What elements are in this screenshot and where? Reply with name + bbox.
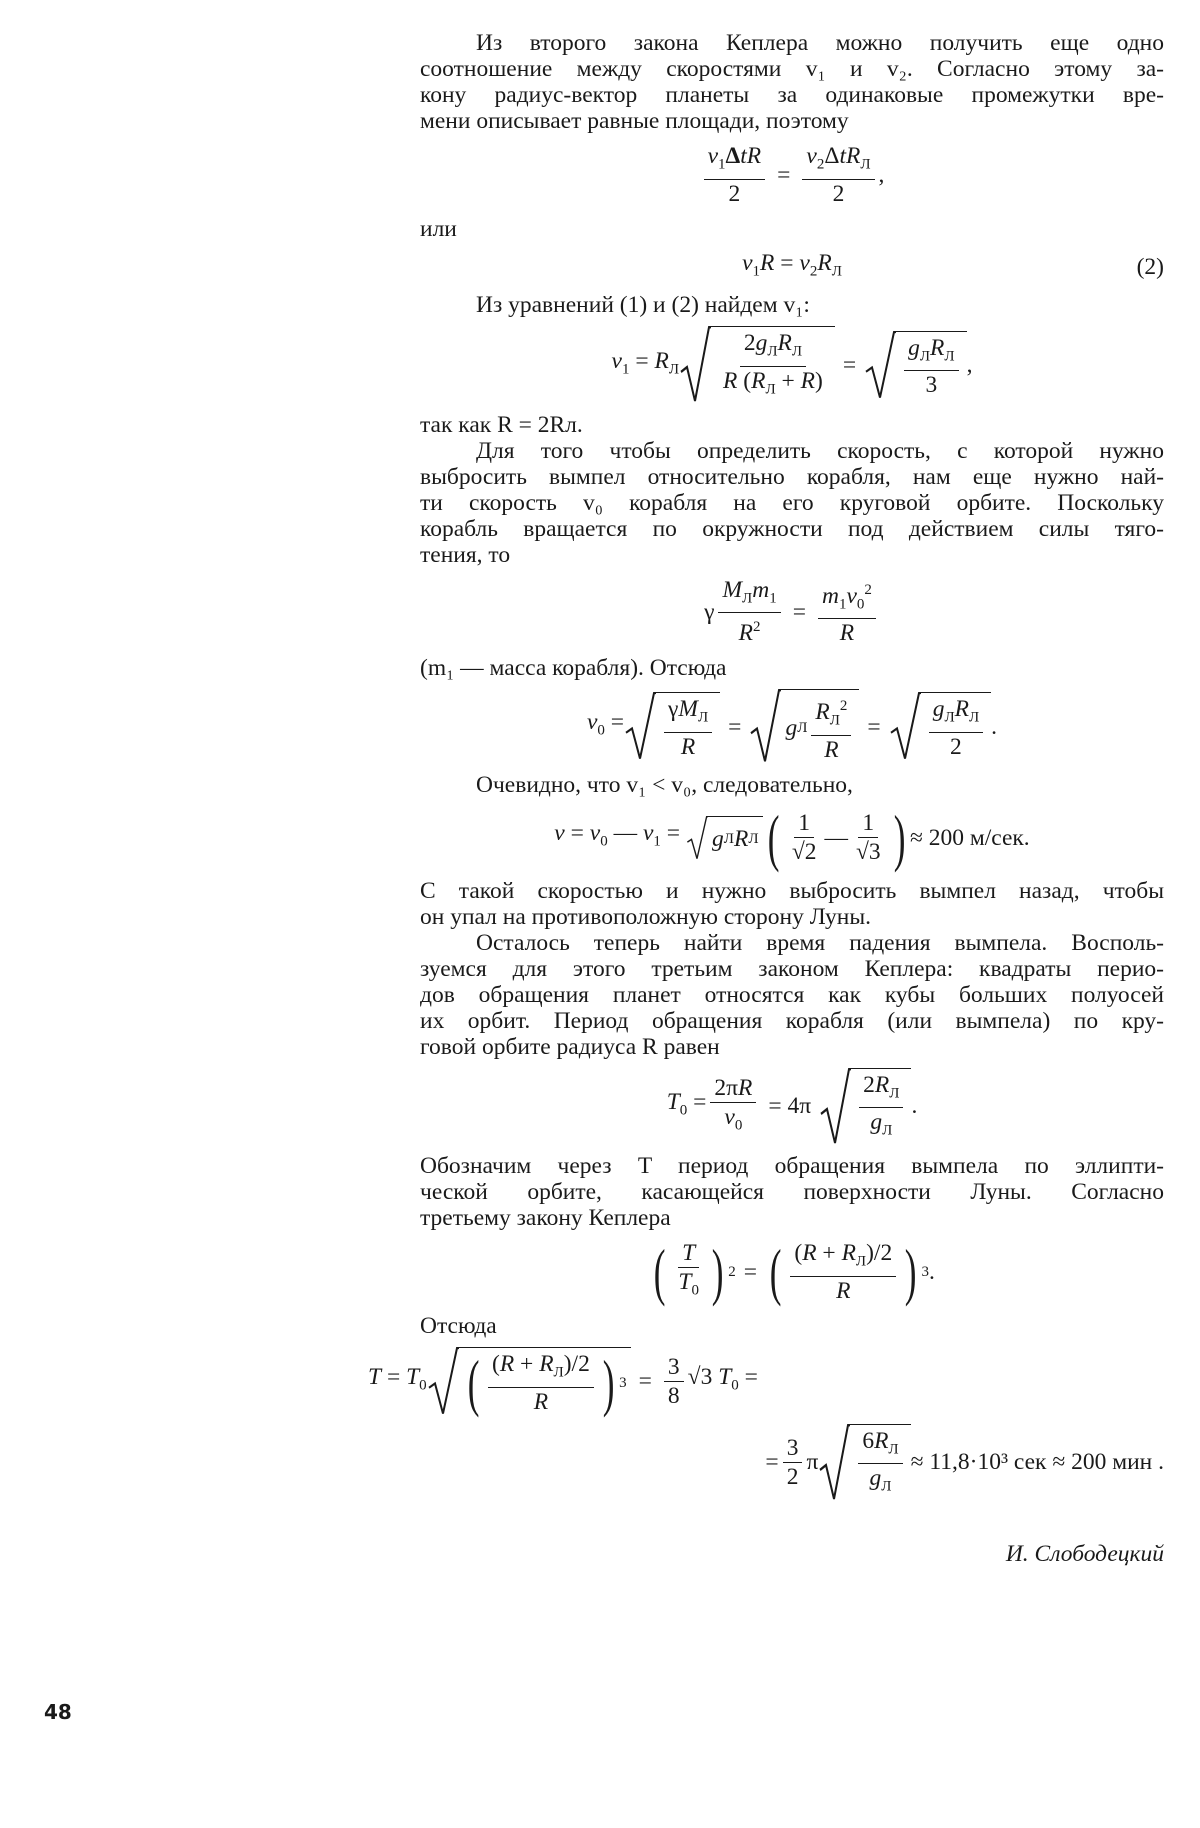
page-number: 48 (44, 1700, 72, 1724)
equation-number: (2) (1136, 254, 1164, 281)
text-line: С такой скоростью и нужно выбросить вымпел назад, чтобы (420, 877, 1164, 904)
v-result: ≈ 200 м/сек. (909, 824, 1030, 851)
text-line: Из второго закона Кеплера можно получить еще одно (476, 30, 1164, 56)
text-line: ти скорость v₀ корабля на его круговой орбите. Поскольку (420, 489, 1164, 516)
paragraph-kepler-second-law (420, 30, 1164, 134)
equation-kepler-third: ( T $T_0$ ) 2 = ( $(R + R_Л)/2$ R ) 3 . (653, 1236, 935, 1307)
article-body (368, 30, 1164, 1567)
text-line: говой орбите радиуса R равен (420, 1033, 720, 1060)
text-line: Для того чтобы определить скорость, с которой нужно (476, 437, 1164, 464)
text-line: кону радиус-вектор планеты за одинаковые промежутки вре- (420, 82, 1164, 108)
equation-v1: $v_1 = R_Л$ $2g_ЛR_Л$ R $(R_Л + R)$ = $g_ЛR_Л$ 3 , (420, 326, 1164, 403)
paragraph-find-v1: Из уравнений (1) и (2) найдем v₁: (476, 292, 810, 319)
paragraph-obviously: Очевидно, что v₁ < v₀, следовательно, (476, 771, 853, 798)
radical: $g_ЛR_Л$ 2 (889, 692, 991, 761)
radical: ( $(R + R_Л)/2$ R ) 3 (427, 1347, 631, 1416)
equation-v: $v = v_0$ — $v_1$ = g Л R Л ( 1 √2 — 1 √3 ) ≈ 200 м/сек. (554, 801, 1030, 873)
paragraph-denote-t (420, 1153, 1164, 1231)
text-line: мени описывает равные площади, поэтому (420, 108, 849, 134)
radical: $2R_Л$ $g_Л$ (819, 1068, 911, 1145)
text-line: тения, то (420, 541, 511, 568)
text-otsyuda: Отсюда (420, 1312, 497, 1339)
radical: g Л R Л (686, 816, 762, 860)
text-line: Осталось теперь найти время падения вымпела. Восполь- (476, 929, 1164, 956)
equation-t-result: = $\frac{3}{2}$ π $6R_Л$ $g_Л$ ≈ 11,8·10³ сек ≈ 200 мин . (420, 1424, 1164, 1501)
text-line: их орбит. Период обращения корабля (или вымпела) по кру- (420, 1007, 1164, 1034)
equation-gravity: γ $M_Лm_1$ $R^2$ = $\frac{m_1v_0^2}{R}$ (420, 576, 1164, 648)
radical: $\gamma M_Л$ R (624, 692, 720, 761)
author-signature: И. Слободецкий (1005, 1540, 1164, 1567)
text-line: соотношение между скоростями v₁ и v₂. Согласно этому за- (420, 56, 1164, 82)
radical: $6R_Л$ $g_Л$ (818, 1424, 910, 1501)
equation-t: $T = T_0$ ( $(R + R_Л)/2$ R ) 3 = $\frac{3}{8}$ √3 $T_0$ = (368, 1346, 758, 1418)
radical: $2g_ЛR_Л$ R $(R_Л + R)$ (679, 326, 835, 403)
text-line: он упал на противоположную сторону Луны. (420, 903, 872, 930)
text-line: выбросить вымпел относительно корабля, нам еще нужно най- (420, 463, 1164, 490)
paragraph-ship-mass: (m₁ — масса корабля). Отсюда (420, 655, 727, 682)
text-ili: или (420, 215, 457, 242)
text-line: Обозначим через T период обращения вымпела по эллипти- (420, 1153, 1164, 1180)
text-line: дов обращения планет относятся как кубы больших полуосей (420, 981, 1164, 1008)
text-line: зуемся для этого третьим законом Кеплера: квадраты перио- (420, 955, 1164, 982)
equation-2: $v_1R = v_2R_Л$ (2) (742, 249, 1164, 281)
equation-t0: $T_0$ = $\frac{2\pi R}{v_0}$ = 4π $2R_Л$ $g_Л$ . (420, 1068, 1164, 1145)
radical: $g_ЛR_Л$ 3 (864, 331, 966, 400)
text-line: ческой орбите, касающейся поверхности Луны. Согласно (420, 1179, 1164, 1206)
paragraph-throw-back (420, 878, 1164, 930)
text-line: корабль вращается по окружности под действием силы тяго- (420, 515, 1164, 542)
paragraph-third-law (420, 930, 1164, 1060)
equation-v0: $v_0$ = $\gamma M_Л$ R = g Л $R_Л^2$ R = $g_ЛR_Л$ 2 . (420, 689, 1164, 764)
equation-areas: $v_1\Delta tR$ 2 = $v_2\Delta tR_Л$ 2 , (420, 142, 1164, 208)
t-result: ≈ 11,8·10³ сек ≈ 200 мин . (910, 1449, 1164, 1476)
radical: g Л $R_Л^2$ R (749, 689, 859, 764)
paragraph-since: так как R = 2Rл. (420, 411, 583, 438)
paragraph-orbit-speed (420, 438, 1164, 568)
text-line: третьему закону Кеплера (420, 1205, 671, 1232)
